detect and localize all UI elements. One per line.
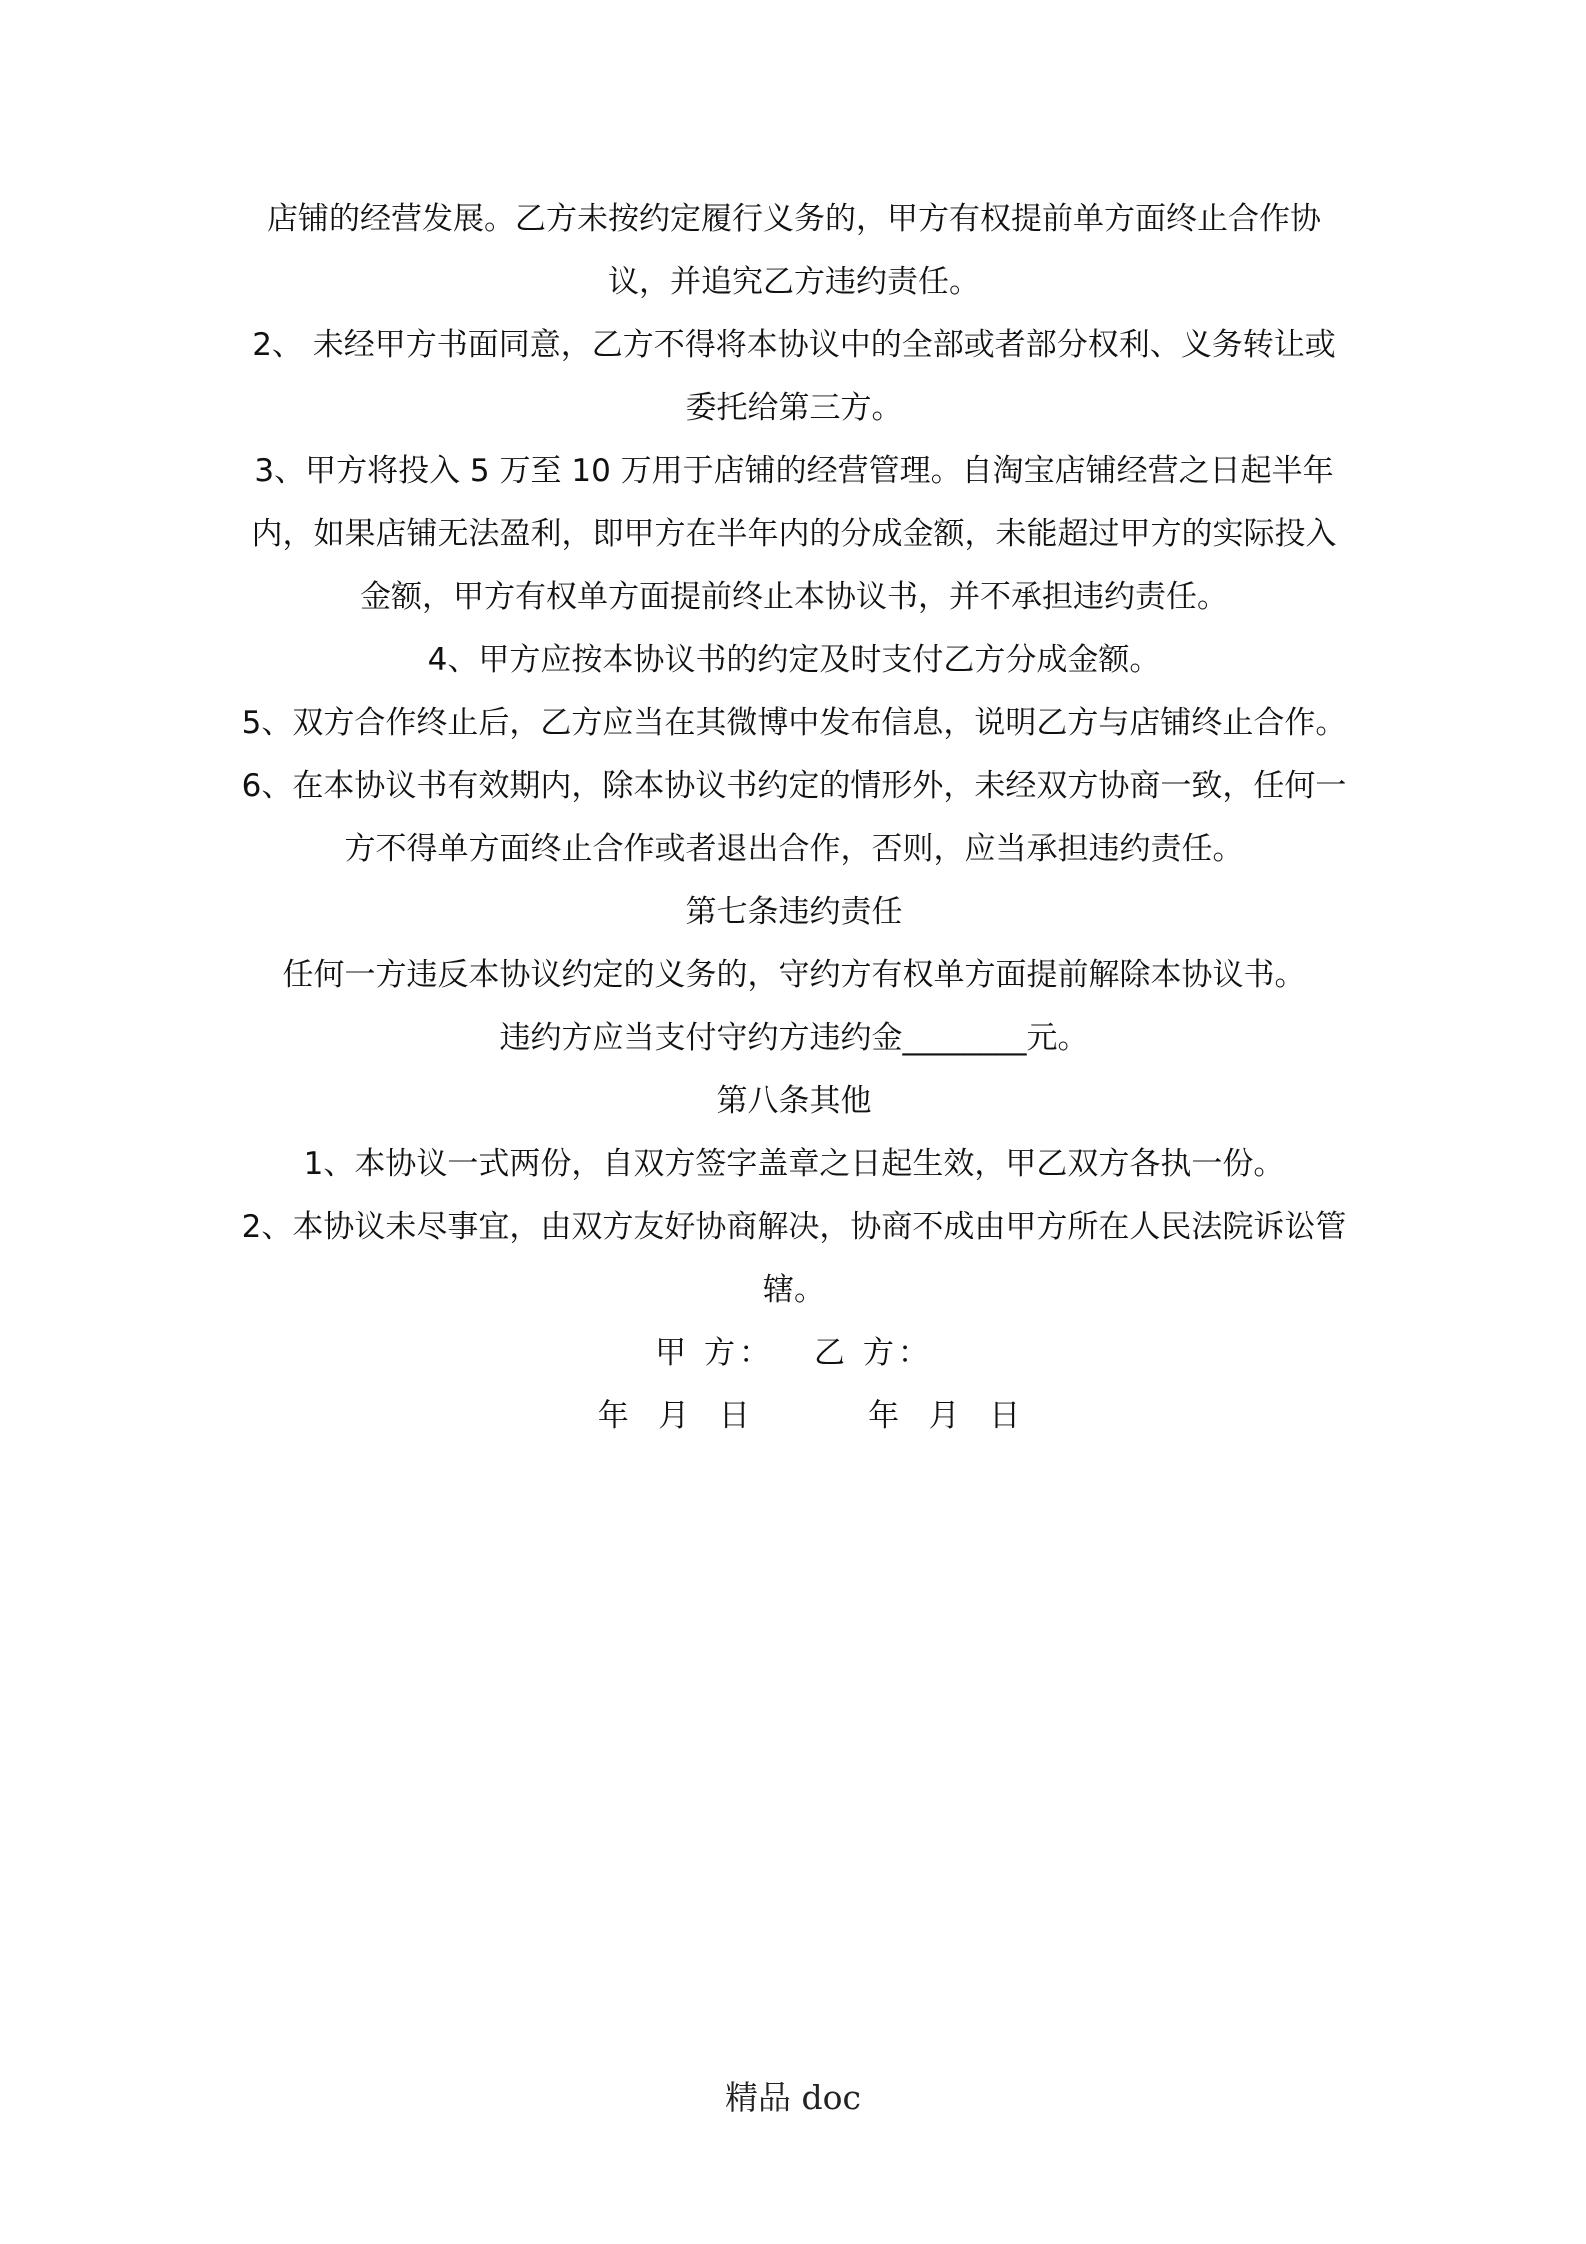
footer-label: 精品 doc: [725, 2078, 861, 2117]
paragraph-item-5: 5、双方合作终止后，乙方应当在其微博中发布信息，说明乙方与店铺终止合作。: [241, 705, 1347, 741]
paragraph-item-3: 3、甲方将投入 5 万至 10 万用于店铺的经营管理。自淘宝店铺经营之日起半年内，如果店铺无法盈利，即甲方在半年内的分成金额，未能超过甲方的实际投入金额，甲方有权单方面提前终止本协议书，并不承担违约责任。: [251, 453, 1337, 615]
paragraph-item-2: 2、 未经甲方书面同意，乙方不得将本协议中的全部或者部分权利、义务转让或委托给第三方。: [252, 327, 1336, 426]
date-line: 年 月 日 年 月 日: [597, 1398, 1021, 1434]
paragraph-breach-rescission: 任何一方违反本协议约定的义务的，守约方有权单方面提前解除本协议书。: [282, 957, 1306, 993]
paragraph-item-4: 4、甲方应按本协议书的约定及时支付乙方分成金额。: [427, 642, 1161, 678]
paragraph-penalty-amount: 违约方应当支付守约方违约金________元。: [499, 1020, 1089, 1056]
paragraph-clause-continuation: 店铺的经营发展。乙方未按约定履行义务的，甲方有权提前单方面终止合作协议，并追究乙方违约责任。: [267, 201, 1321, 300]
section-heading-article-8: 第八条其他: [716, 1083, 872, 1119]
paragraph-item-6: 6、在本协议书有效期内，除本协议书约定的情形外，未经双方协商一致，任何一方不得单方面终止合作或者退出合作，否则，应当承担违约责任。: [241, 768, 1347, 867]
party-b-label: 乙 方：: [814, 1335, 933, 1371]
section-heading-article-7: 第七条违约责任: [685, 894, 903, 930]
paragraph-other-1: 1、本协议一式两份，自双方签字盖章之日起生效，甲乙双方各执一份。: [303, 1146, 1285, 1182]
signature-row: [238, 1322, 1350, 1385]
party-a-label: 甲 方：: [655, 1335, 774, 1371]
paragraph-other-2: 2、本协议未尽事宜，由双方友好协商解决，协商不成由甲方所在人民法院诉讼管辖。: [241, 1209, 1347, 1308]
document-body: [238, 188, 1350, 1448]
